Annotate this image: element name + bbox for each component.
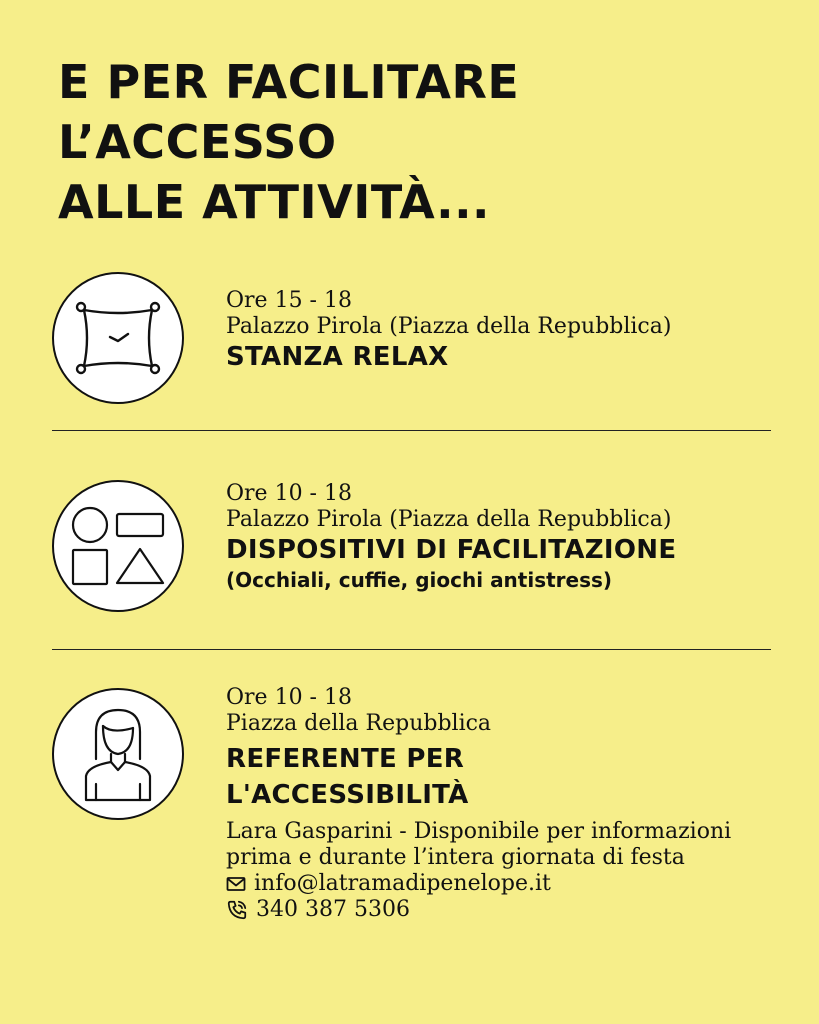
section-heading: DISPOSITIVI DI FACILITAZIONE: [226, 535, 677, 565]
divider: [52, 649, 771, 650]
person-icon: [52, 688, 184, 820]
phone-icon: [226, 899, 248, 921]
section-heading: [226, 741, 731, 813]
title-line: L’ACCESSO: [58, 115, 337, 169]
description-line: Lara Gasparini - Disponibile per informazioni: [226, 819, 732, 844]
hours-text: Ore 10 - 18: [226, 685, 352, 710]
referent-description: [226, 819, 731, 871]
title-line: ALLE ATTIVITÀ...: [58, 175, 491, 229]
section-subheading: (Occhiali, cuffie, giochi antistress): [226, 568, 613, 592]
description-line: prima e durante l’intera giornata di festa: [226, 845, 685, 870]
heading-line: REFERENTE PER: [226, 744, 465, 774]
location-text: Piazza della Repubblica: [226, 711, 492, 736]
heading-line: L'ACCESSIBILITÀ: [226, 780, 469, 810]
phone-row[interactable]: [226, 897, 731, 923]
pillow-icon: [52, 272, 184, 404]
phone-link[interactable]: 340 387 5306: [256, 897, 410, 922]
section-relax: [226, 288, 671, 374]
shapes-icon: [52, 480, 184, 612]
mail-icon: [226, 876, 246, 892]
page-title: [58, 52, 519, 232]
location-text: Palazzo Pirola (Piazza della Repubblica): [226, 314, 672, 339]
section-referent: [226, 685, 731, 923]
divider: [52, 430, 771, 431]
email-link[interactable]: info@latramadipenelope.it: [254, 871, 551, 896]
title-line: E PER FACILITARE: [58, 55, 520, 109]
location-text: Palazzo Pirola (Piazza della Repubblica): [226, 507, 672, 532]
email-row[interactable]: [226, 871, 731, 897]
section-heading: STANZA RELAX: [226, 342, 449, 372]
hours-text: Ore 10 - 18: [226, 481, 352, 506]
section-devices: [226, 481, 676, 593]
hours-text: Ore 15 - 18: [226, 288, 352, 313]
